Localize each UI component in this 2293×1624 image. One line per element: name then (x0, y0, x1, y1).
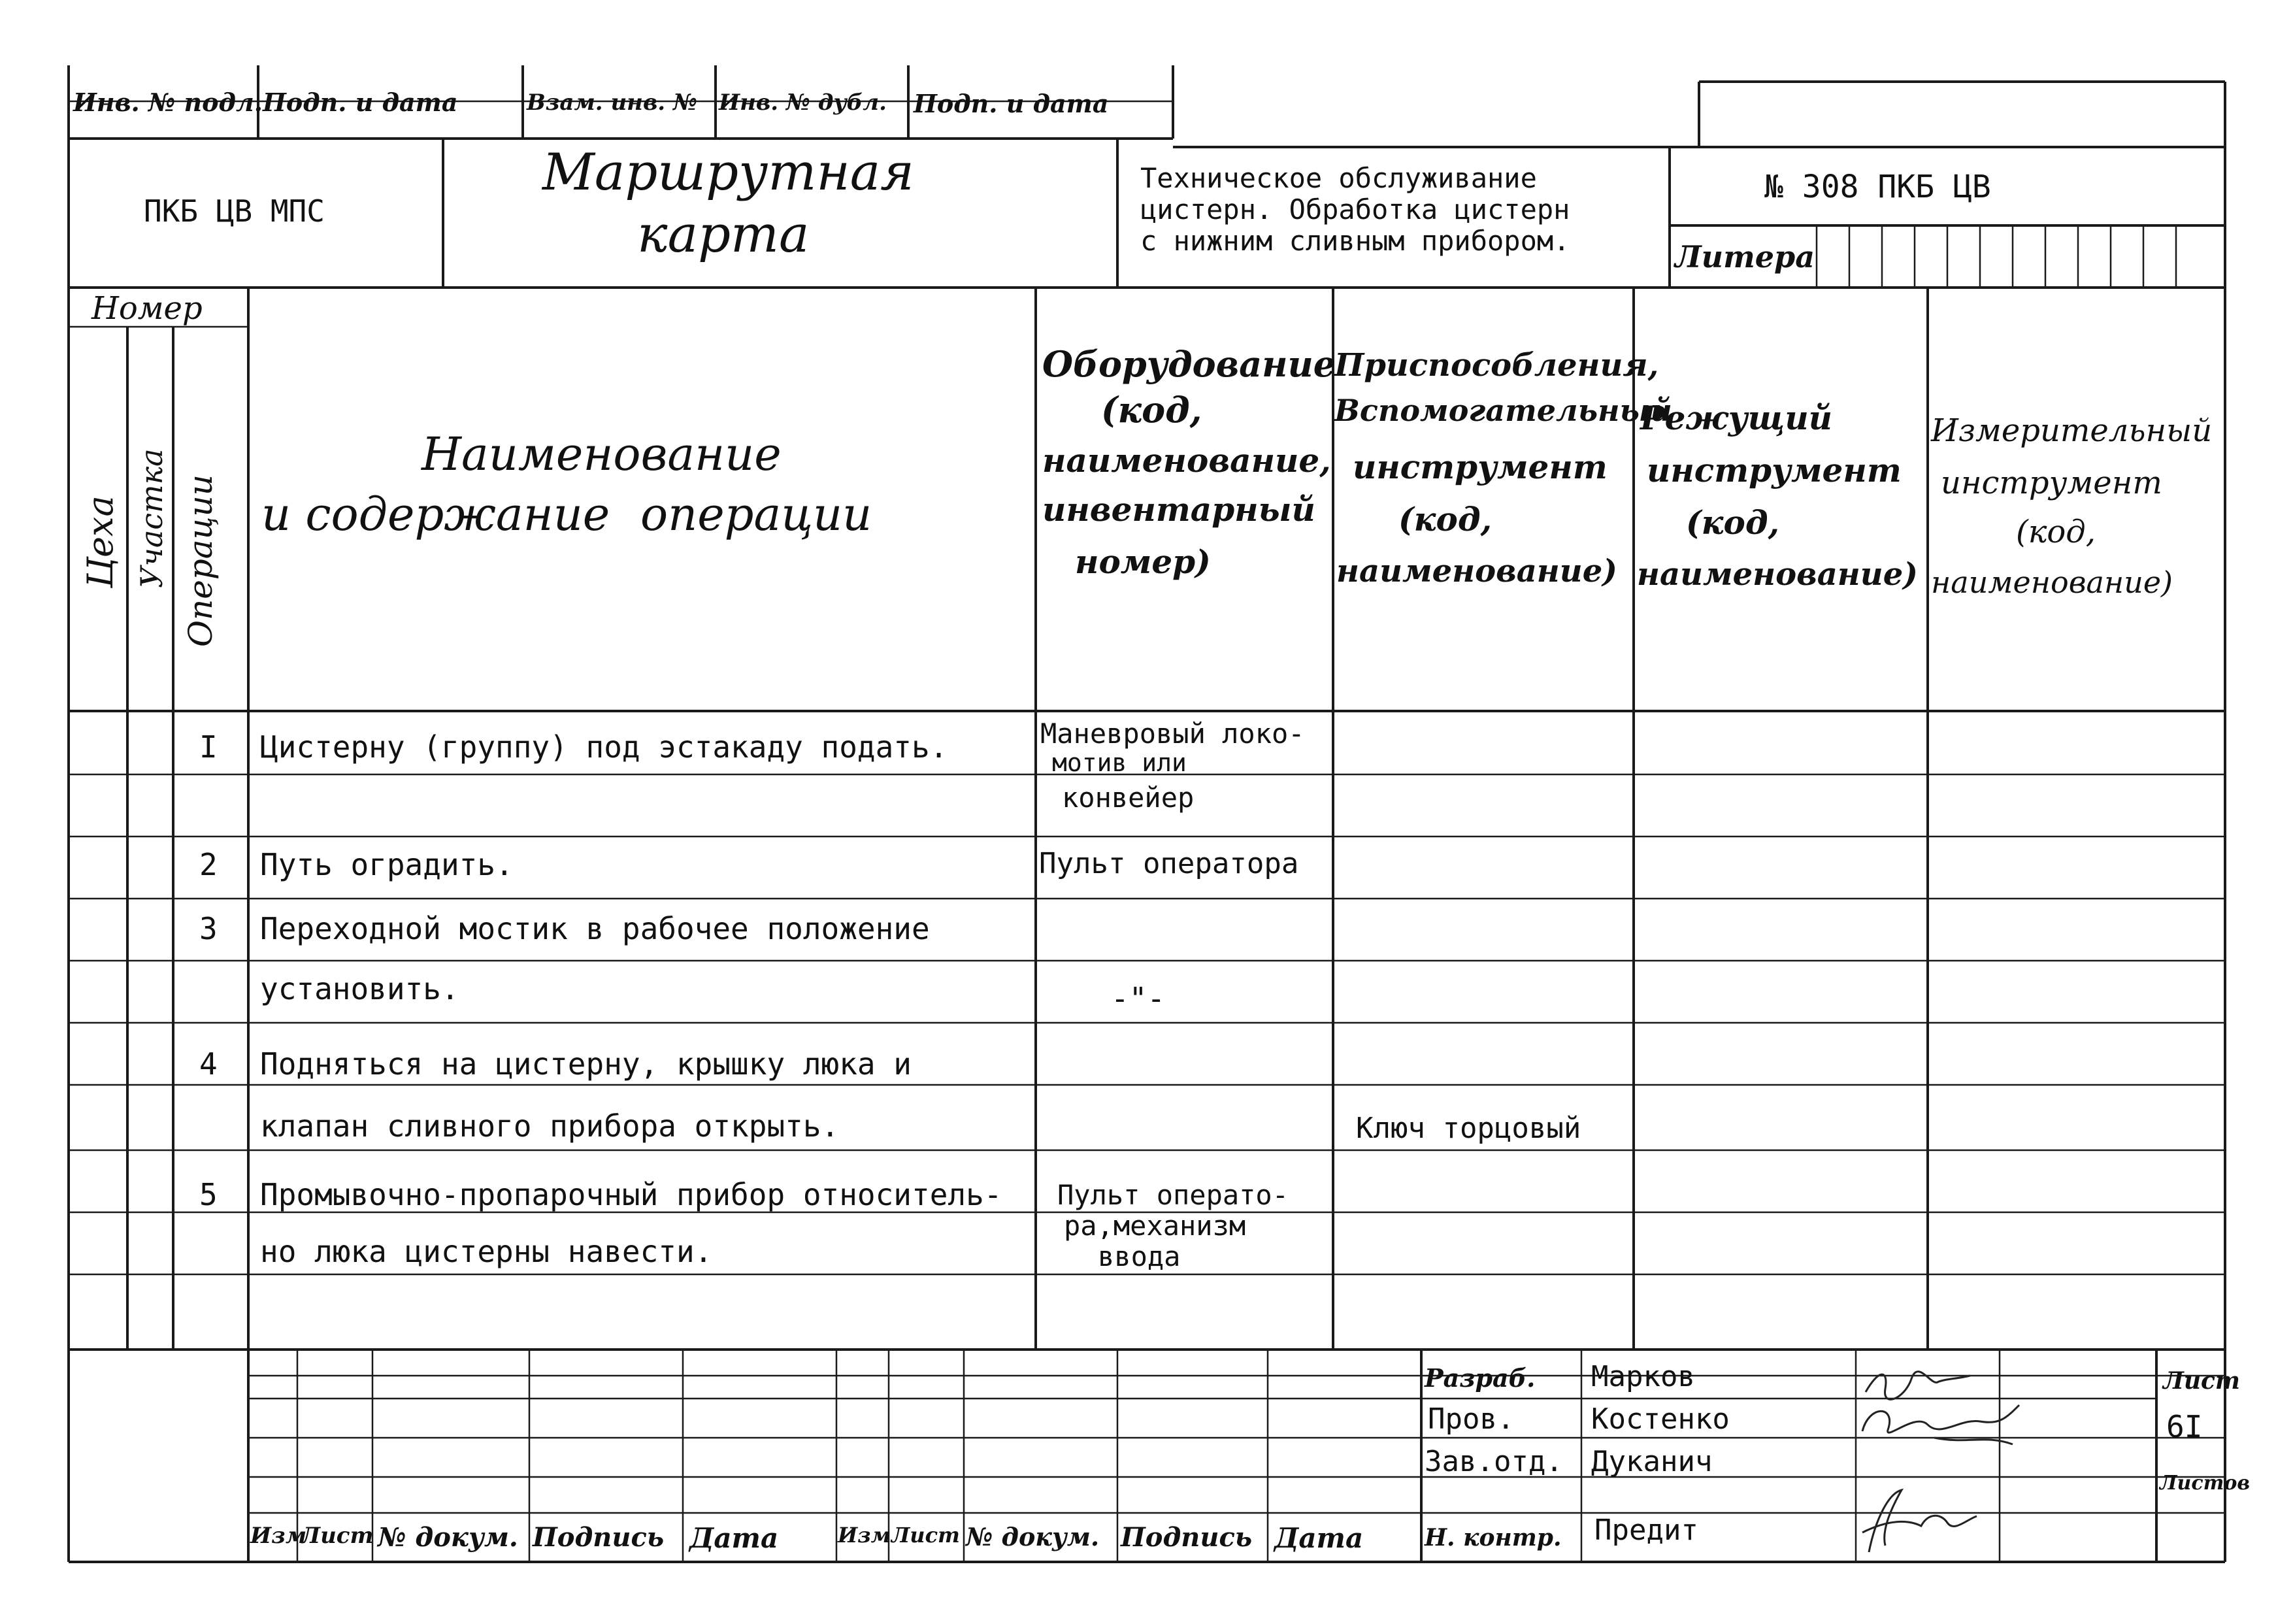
operation-text-line-1: Подняться на цистерну, крышку люка и (260, 1046, 912, 1082)
signature-prov (1856, 1399, 2026, 1457)
footer-podpis-2: Подпись (1121, 1522, 1253, 1553)
fixt-header-line-4: (код, (1398, 500, 1493, 539)
operation-text-line-2: но люка цистерны навести. (260, 1234, 713, 1269)
sheet-number: 6I (2166, 1409, 2203, 1444)
equip-header-line-3: наименование, (1042, 441, 1331, 480)
footer-data-2: Дата (1274, 1522, 1364, 1554)
stamp-inv-podl: Инв. № подл. (73, 88, 263, 117)
doc-title-line-1: Маршрутная (542, 143, 914, 202)
operation-text-line-2: установить. (260, 971, 459, 1006)
org-name: ПКБ ЦВ МПС (144, 193, 325, 229)
nkontr-label: Н. контр. (1425, 1524, 1562, 1551)
name-header-line-2: и содержание (261, 488, 610, 541)
ceha-header: Цеха (80, 495, 121, 588)
footer-n-dokum: № докум. (378, 1522, 518, 1553)
footer-data: Дата (689, 1522, 779, 1554)
razrab-label: Разраб. (1425, 1363, 1536, 1393)
operation-number: 2 (199, 847, 218, 882)
cut-header-line-4: наименование) (1637, 556, 1918, 593)
uchastka-header: Участка (134, 448, 169, 588)
stamp-podp-data: Подп. и дата (263, 88, 458, 117)
name-header-line-3: операции (640, 488, 872, 541)
stamp-vzam-inv: Взам. инв. № (527, 90, 697, 116)
meas-header-line-4: наименование) (1931, 565, 2173, 600)
operation-number: 4 (199, 1046, 218, 1082)
operation-equipment-line-2: ра,механизм (1064, 1210, 1246, 1242)
nkontr-name: Предит (1594, 1514, 1698, 1547)
equip-header-line-5: номер) (1075, 542, 1211, 581)
operation-equipment-line-1: Маневровый локо- (1040, 718, 1305, 750)
fixt-header-line-2: Вспомогательный (1334, 393, 1672, 428)
operation-equipment-line-3: ввода (1098, 1240, 1181, 1272)
operation-number: 3 (199, 911, 218, 946)
footer-list-2: Лист (891, 1523, 960, 1548)
equip-header-line-2: (код, (1101, 389, 1202, 431)
razrab-name: Марков (1591, 1360, 1695, 1393)
operation-tool: Ключ торцовый (1356, 1112, 1581, 1145)
operation-text-line-1: Промывочно-пропарочный прибор относитель- (260, 1177, 1002, 1212)
footer-podpis: Подпись (533, 1522, 665, 1553)
operation-text-line-1: Путь оградить. (260, 847, 514, 882)
meas-header-line-1: Измерительный (1931, 412, 2213, 449)
operation-number: 5 (199, 1177, 218, 1212)
zav-name: Дуканич (1591, 1445, 1713, 1478)
sheets-label: Листов (2160, 1472, 2251, 1495)
cut-header-line-3: (код, (1686, 503, 1780, 542)
prov-name: Костенко (1591, 1402, 1730, 1436)
stamp-podp-data-2: Подп. и дата (914, 89, 1109, 118)
operation-equipment-line-1: Пульт операто- (1057, 1179, 1289, 1211)
footer-izm: Изм (250, 1523, 307, 1549)
operation-equipment-line-2: мотив или (1052, 748, 1187, 777)
equip-header-line-4: инвентарный (1042, 490, 1315, 529)
subject-line-3: с нижним сливным прибором. (1140, 225, 1570, 257)
zav-label: Зав.отд. (1425, 1445, 1563, 1478)
doc-number: № 308 ПКБ ЦВ (1764, 169, 1991, 205)
litera-label: Литера (1675, 239, 1815, 274)
signature-nkontr (1849, 1480, 1980, 1559)
subject-line-2: цистерн. Обработка цистерн (1140, 193, 1570, 225)
fixt-header-line-5: наименование) (1336, 553, 1617, 589)
footer-list: Лист (301, 1523, 374, 1549)
cut-header-line-2: инструмент (1647, 451, 1902, 489)
operation-text-line-2: клапан сливного прибора открыть. (260, 1108, 840, 1144)
subject-line-1: Техническое обслуживание (1140, 162, 1537, 194)
prov-label: Пров. (1428, 1402, 1515, 1436)
stamp-inv-dubl: Инв. № дубл. (719, 90, 887, 116)
footer-n-dokum-2: № докум. (966, 1522, 1100, 1551)
operation-text-line-1: Переходной мостик в рабочее положение (260, 911, 930, 946)
sheet-label: Лист (2163, 1367, 2241, 1395)
meas-header-line-3: (код, (2016, 514, 2096, 550)
name-header-line-1: Наименование (421, 427, 782, 481)
footer-izm-2: Изм (838, 1523, 891, 1548)
doc-title-line-2: карта (637, 205, 810, 264)
operation-text-line-1: Цистерну (группу) под эстакаду подать. (260, 729, 948, 765)
fixt-header-line-3: инструмент (1353, 448, 1608, 486)
operation-number: I (199, 729, 218, 765)
equip-header-line-1: Оборудование (1042, 343, 1336, 385)
operation-equipment-line-3: конвейер (1062, 782, 1195, 814)
operation-equipment-line-1: Пульт оператора (1039, 847, 1299, 880)
operation-equipment-ditto: -"- (1111, 981, 1166, 1016)
meas-header-line-2: инструмент (1941, 465, 2162, 501)
fixt-header-line-1: Приспособления, (1334, 347, 1659, 384)
operacii-header: Операции (182, 474, 220, 647)
cut-header-line-1: Режущий (1640, 399, 1833, 437)
nomer-header: Номер (91, 290, 203, 327)
